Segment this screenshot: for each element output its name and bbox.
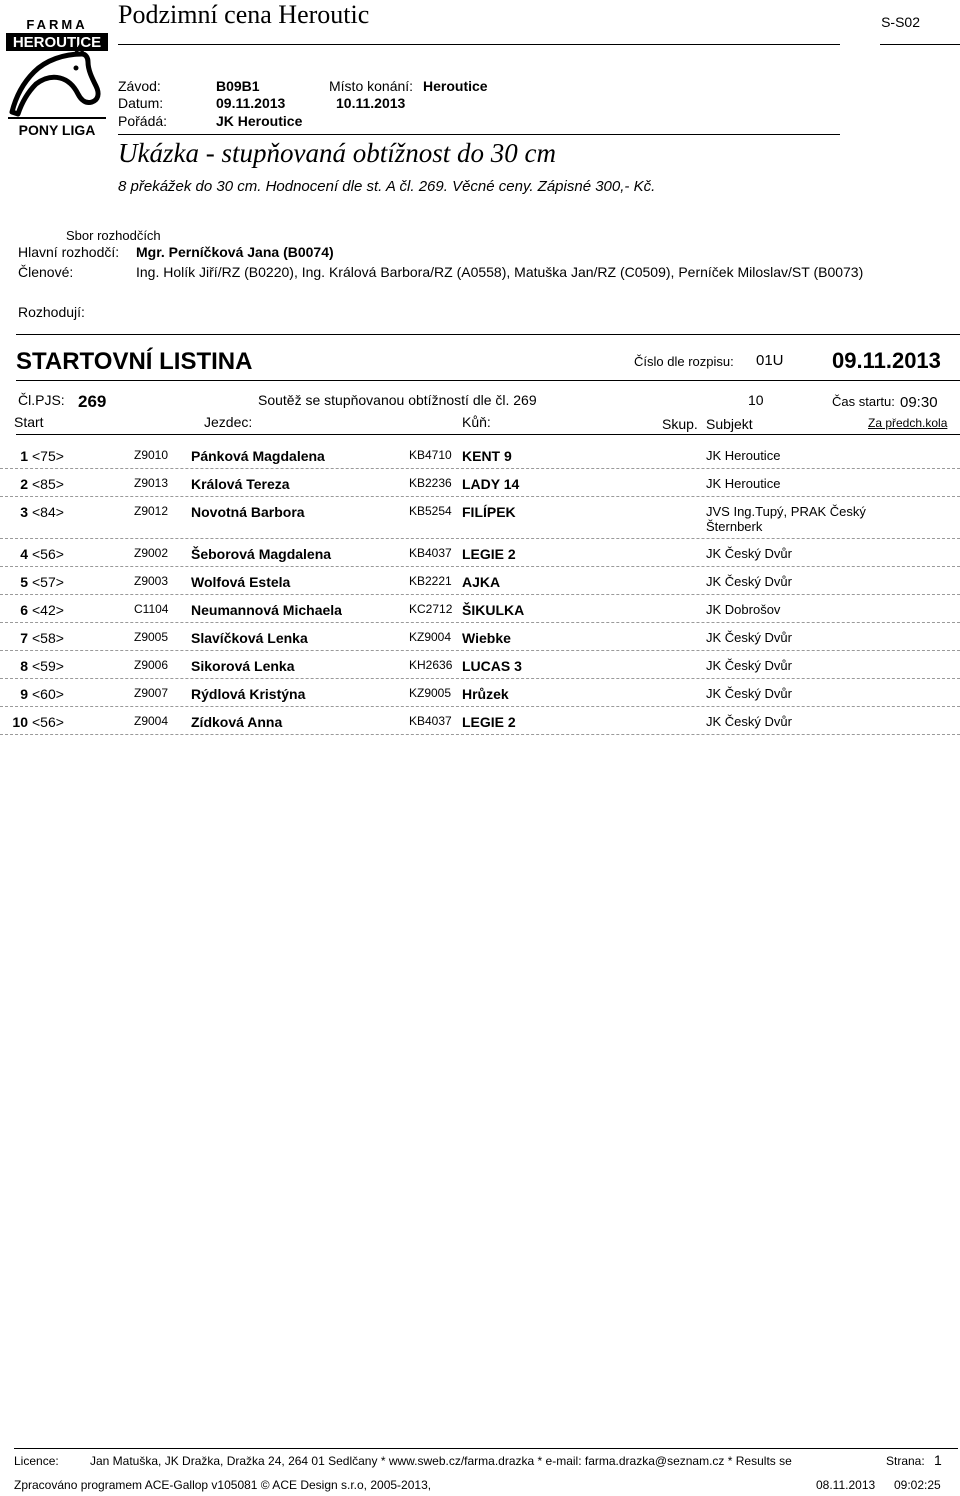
organizer-value: JK Heroutice: [216, 113, 303, 129]
farma-heroutice-pony-liga-logo: [4, 16, 110, 140]
logo-text-heroutice: HEROUTICE: [12, 34, 102, 51]
table-row: [0, 602, 960, 630]
rider-name: Slavíčková Lenka: [191, 630, 308, 646]
footer-rule: [14, 1448, 958, 1449]
proposition-label: Číslo dle rozpisu:: [634, 354, 734, 369]
place-value: Heroutice: [423, 78, 488, 94]
club: JK Český Dvůr: [706, 714, 792, 729]
rider-name: Neumannová Michaela: [191, 602, 342, 618]
start-number: <57>: [32, 574, 64, 590]
club: JK Český Dvůr: [706, 658, 792, 673]
members-value: Ing. Holík Jiří/RZ (B0220), Ing. Králová Barbora/RZ (A0558), Matuška Jan/RZ (C0509), Perníček Miloslav/ST (B0073): [136, 264, 864, 280]
columns-rule: [16, 434, 960, 435]
pjs-label: Čl.PJS:: [18, 392, 65, 408]
event-label: Závod:: [118, 78, 161, 94]
row-number: 8: [20, 658, 28, 674]
club: JK Český Dvůr: [706, 546, 792, 561]
row-number: 10: [12, 714, 28, 730]
club: JK Heroutice: [706, 448, 781, 463]
horse-id: KH2636: [409, 658, 453, 672]
rider-id: Z9005: [134, 630, 169, 644]
horse-name: KENT 9: [462, 448, 512, 464]
row-separator: [0, 678, 960, 679]
date-label: Datum:: [118, 95, 164, 111]
deciding-label: Rozhodují:: [18, 304, 85, 320]
startlist-heading: STARTOVNÍ LISTINA: [16, 348, 253, 375]
col-rider: Jezdec:: [204, 414, 253, 430]
program-info: Zpracováno programem ACE-Gallop v105081 © ACE Design s.r.o, 2005-2013,: [14, 1478, 432, 1492]
start-number: <60>: [32, 686, 64, 702]
rider-id: Z9004: [134, 714, 169, 728]
entries-count: 10: [748, 392, 764, 408]
start-number: <58>: [32, 630, 64, 646]
rider-name: Rýdlová Kristýna: [191, 686, 306, 702]
start-number: <84>: [32, 504, 64, 520]
competition-description: Soutěž se stupňovanou obtížností dle čl. 269: [258, 392, 537, 408]
logo-text-farma: FARMA: [26, 17, 88, 32]
competition-subtitle: 8 překážek do 30 cm. Hodnocení dle st. A čl. 269. Věcné ceny. Zápisné 300,- Kč.: [118, 178, 656, 195]
table-row: [0, 448, 960, 476]
col-previous-round: Za předch.kola: [868, 416, 948, 430]
table-row: [0, 658, 960, 686]
horse-name: AJKA: [462, 574, 501, 590]
horse-id: KB4710: [409, 448, 452, 462]
print-date: 08.11.2013: [816, 1478, 876, 1492]
horse-name: LADY 14: [462, 476, 520, 492]
rider-id: C1104: [134, 602, 169, 616]
event-series-title: Podzimní cena Heroutic: [118, 0, 370, 29]
rider-name: Pánková Magdalena: [191, 448, 325, 464]
table-row: [0, 714, 960, 742]
startlist-date: 09.11.2013: [832, 348, 941, 373]
club: JK Dobrošov: [706, 602, 781, 617]
horse-id: KZ9005: [409, 686, 452, 700]
row-separator: [0, 622, 960, 623]
start-number: <42>: [32, 602, 64, 618]
start-number: <85>: [32, 476, 64, 492]
start-number: <75>: [32, 448, 64, 464]
rider-id: Z9006: [134, 658, 169, 672]
club: JVS Ing.Tupý, PRAK Český: [706, 504, 866, 519]
club: JK Heroutice: [706, 476, 781, 491]
col-club: Subjekt: [706, 416, 753, 432]
date-from: 09.11.2013: [216, 95, 286, 111]
section-rule: [16, 334, 960, 335]
row-number: 2: [20, 476, 28, 492]
page-label: Strana:: [886, 1454, 925, 1468]
start-number: <56>: [32, 546, 64, 562]
rider-name: Wolfová Estela: [191, 574, 291, 590]
pjs-value: 269: [78, 392, 107, 411]
rider-id: Z9003: [134, 574, 169, 588]
row-separator: [0, 706, 960, 707]
horse-id: KB2221: [409, 574, 452, 588]
rider-name: Zídková Anna: [191, 714, 283, 730]
horse-name: LEGIE 2: [462, 546, 516, 562]
rider-id: Z9013: [134, 476, 169, 490]
start-time-label: Čas startu:: [832, 394, 895, 409]
row-separator: [0, 650, 960, 651]
rider-name: Králová Tereza: [191, 476, 290, 492]
horse-name: LEGIE 2: [462, 714, 516, 730]
place-label: Místo konání:: [329, 78, 414, 94]
row-number: 1: [20, 448, 28, 464]
rider-name: Šeborová Magdalena: [191, 546, 332, 562]
horse-id: KC2712: [409, 602, 453, 616]
rider-id: Z9012: [134, 504, 169, 518]
form-code: S-S02: [881, 14, 920, 30]
start-time-value: 09:30: [900, 394, 938, 411]
proposition-value: 01U: [756, 352, 784, 369]
table-row: [0, 546, 960, 574]
startlist-rule: [16, 380, 960, 381]
table-row: [0, 574, 960, 602]
header-rule-top-right: [880, 44, 960, 45]
row-separator: [0, 566, 960, 567]
rider-name: Novotná Barbora: [191, 504, 305, 520]
rider-name: Sikorová Lenka: [191, 658, 295, 674]
competition-title: Ukázka - stupňovaná obtížnost do 30 cm: [118, 138, 556, 168]
rider-id: Z9007: [134, 686, 169, 700]
club-line-2: Šternberk: [706, 519, 763, 534]
row-separator: [0, 496, 960, 497]
row-separator: [0, 594, 960, 595]
rider-id: Z9010: [134, 448, 169, 462]
row-separator: [0, 734, 960, 735]
header-rule-top: [118, 44, 840, 45]
rider-id: Z9002: [134, 546, 169, 560]
row-separator: [0, 468, 960, 469]
horse-id: KB4037: [409, 714, 452, 728]
print-time: 09:02:25: [894, 1478, 941, 1492]
license-label: Licence:: [14, 1454, 59, 1468]
logo-text-pony-liga: PONY LIGA: [18, 122, 96, 138]
col-horse: Kůň:: [462, 414, 491, 430]
horse-id: KB2236: [409, 476, 452, 490]
date-to: 10.11.2013: [336, 95, 406, 111]
row-number: 6: [20, 602, 28, 618]
chief-judge-value: Mgr. Perníčková Jana (B0074): [136, 244, 334, 260]
members-label: Členové:: [18, 264, 74, 280]
row-number: 9: [20, 686, 28, 702]
col-group: Skup.: [662, 416, 698, 432]
row-separator: [0, 538, 960, 539]
row-number: 3: [20, 504, 28, 520]
horse-name: Hrůzek: [462, 686, 509, 702]
horse-name: Wiebke: [462, 630, 511, 646]
horse-name: FILÍPEK: [462, 504, 516, 520]
table-row: [0, 630, 960, 658]
table-row: [0, 476, 960, 504]
judges-section-label: Sbor rozhodčích: [66, 228, 161, 243]
horse-name: ŠIKULKA: [462, 602, 525, 618]
row-number: 4: [20, 546, 28, 562]
row-number: 5: [20, 574, 28, 590]
chief-judge-label: Hlavní rozhodčí:: [18, 244, 120, 260]
horse-id: KB4037: [409, 546, 452, 560]
horse-name: LUCAS 3: [462, 658, 522, 674]
club: JK Český Dvůr: [706, 686, 792, 701]
organizer-label: Pořádá:: [118, 113, 168, 129]
event-value: B09B1: [216, 78, 260, 94]
license-value: Jan Matuška, JK Dražka, Dražka 24, 264 01 Sedlčany * www.sweb.cz/farma.drazka * e-mail: farma.drazka@seznam.cz * Results se: [90, 1454, 792, 1468]
club: JK Český Dvůr: [706, 574, 792, 589]
start-number: <59>: [32, 658, 64, 674]
club: JK Český Dvůr: [706, 630, 792, 645]
table-row: [0, 504, 960, 540]
col-start: Start: [14, 414, 44, 430]
start-number: <56>: [32, 714, 64, 730]
row-number: 7: [20, 630, 28, 646]
horse-id: KZ9004: [409, 630, 452, 644]
table-row: [0, 686, 960, 714]
page-value: 1: [934, 1452, 942, 1468]
horse-id: KB5254: [409, 504, 452, 518]
header-rule-bottom: [118, 134, 840, 135]
